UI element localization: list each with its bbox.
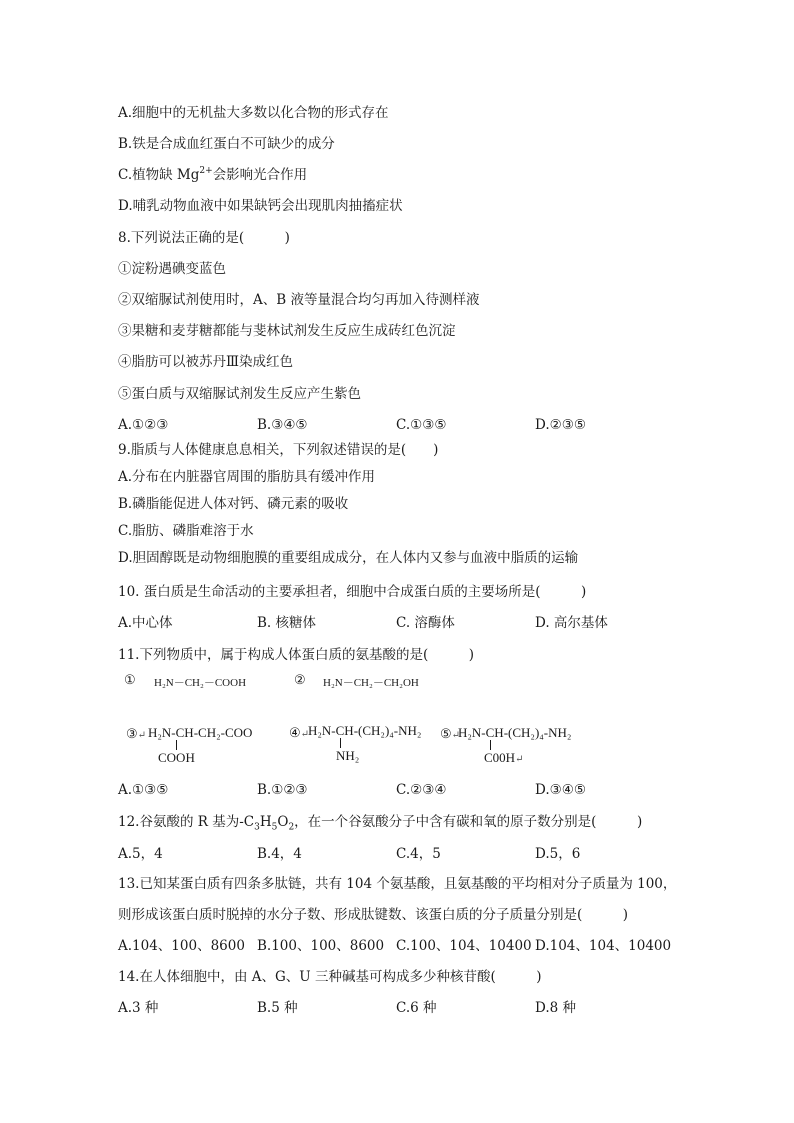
q11-formula-3-number [126, 726, 146, 742]
q13-stem-line-1: 13.已知某蛋白质有四条多肽链，共有 104 个氨基酸，且氨基酸的平均相对分子质量为 100， [118, 876, 677, 892]
q11-option-b: B.①②③ [257, 782, 308, 798]
q8-item-4: ④脂肪可以被苏丹Ⅲ染成红色 [118, 354, 294, 370]
q12-stem-text: 12.谷氨酸的 R 基为-C [118, 814, 255, 830]
q11-formula-3-mark: ↵ [137, 730, 147, 741]
q7-option-d: D.哺乳动物血液中如果缺钙会出现肌肉抽搐症状 [118, 198, 403, 214]
q14-stem: 14.在人体细胞中，由 A、G、U 三种碱基可构成多少种核苷酸( ) [118, 969, 542, 985]
q11-formula-5-number-text: ⑤ [440, 726, 452, 741]
q12-stem [118, 813, 642, 831]
q8-option-b: B.③④⑤ [257, 417, 308, 433]
q11-formula-4-bond [340, 738, 341, 748]
q11-formula-1: H₂N－CH₂－COOH [154, 677, 247, 689]
q7-option-c [118, 166, 307, 184]
q8-item-5: ⑤蛋白质与双缩脲试剂发生反应产生紫色 [118, 386, 361, 402]
q10-stem: 10. 蛋白质是生命活动的主要承担者，细胞中合成蛋白质的主要场所是( ) [118, 584, 587, 600]
q9-stem: 9.脂质与人体健康息息相关，下列叙述错误的是( ) [118, 442, 439, 458]
q12-subscript-3: 2 [288, 822, 295, 833]
q14-option-d: D.8 种 [535, 1000, 577, 1016]
q10-option-d: D. 高尔基体 [535, 615, 608, 631]
q11-formula-1-number: ① [124, 672, 136, 687]
q11-formula-4-main-chain: H₂N-CH-(CH₂)₄-NH₂ [308, 723, 422, 738]
q11-stem: 11.下列物质中，属于构成人体蛋白质的氨基酸的是( ) [118, 647, 475, 663]
q12-stem-o: O [277, 814, 289, 830]
q11-formula-3-bond [176, 740, 177, 750]
q11-option-a: A.①③⑤ [118, 782, 169, 798]
q12-stem-h: H [259, 814, 272, 830]
q13-option-d: D.104、104、10400 [535, 938, 672, 954]
q13-option-c: C.100、104、10400 [396, 938, 532, 954]
q11-formula-5-side-group [484, 750, 523, 766]
q7-option-b: B.铁是合成血红蛋白不可缺少的成分 [118, 136, 335, 152]
q8-option-d: D.②③⑤ [535, 417, 586, 433]
q9-option-b: B.磷脂能促进人体对钙、磷元素的吸收 [118, 496, 349, 512]
q11-formula-5-main-chain: H₂N-CH-(CH₂)₄-NH₂ [458, 725, 572, 740]
q14-option-a: A.3 种 [118, 1000, 159, 1016]
q8-option-c: C.①③⑤ [396, 417, 447, 433]
q12-option-b: B.4，4 [257, 846, 302, 862]
q11-formula-4-mark: ↵ [300, 729, 310, 740]
q12-option-d: D.5，6 [535, 846, 581, 862]
q8-item-2: ②双缩脲试剂使用时，A、B 液等量混合均匀再加入待测样液 [118, 292, 480, 308]
q7-option-c-text-end: 会影响光合作用 [212, 167, 308, 183]
q13-option-b: B.100、100、8600 [257, 938, 385, 954]
q12-option-c: C.4，5 [396, 846, 441, 862]
q10-option-b: B. 核糖体 [257, 615, 317, 631]
q14-option-c: C.6 种 [396, 1000, 437, 1016]
q11-formula-5-side-group-text: C00H [484, 750, 516, 765]
q7-option-c-text: C.植物缺 Mg [118, 167, 200, 183]
q12-option-a: A.5，4 [118, 846, 163, 862]
q11-formula-5-side-mark: ↵ [515, 754, 524, 765]
q11-formula-3-number-text: ③ [126, 726, 138, 741]
q11-option-c: C.②③④ [396, 782, 447, 798]
q11-formula-4-number [289, 725, 309, 741]
q7-option-a: A.细胞中的无机盐大多数以化合物的形式存在 [118, 105, 389, 121]
q11-formula-5-bond [490, 740, 491, 750]
q8-item-1: ①淀粉遇碘变蓝色 [118, 261, 226, 277]
q11-formula-3-side-group: COOH [158, 750, 195, 765]
q11-formula-2: H₂N－CH₂－CH₂OH [323, 677, 419, 689]
q11-formula-3-main-chain: H₂N-CH-CH₂-COO [148, 725, 253, 740]
q12-subscript-1: 3 [254, 822, 260, 833]
q7-option-c-superscript: 2+ [199, 165, 213, 176]
q13-stem-line-2: 则形成该蛋白质时脱掉的水分子数、形成肽键数、该蛋白质的分子质量分别是( ) [118, 907, 629, 923]
q11-formula-4-number-text: ④ [289, 725, 301, 740]
q9-option-d: D.胆固醇既是动物细胞膜的重要组成成分，在人体内又参与血液中脂质的运输 [118, 550, 579, 566]
q11-formula-5-mark: ↵ [451, 730, 461, 741]
q10-option-a: A.中心体 [118, 615, 173, 631]
q12-subscript-2: 5 [271, 822, 278, 833]
q8-item-3: ③果糖和麦芽糖都能与斐林试剂发生反应生成砖红色沉淀 [118, 323, 456, 339]
q14-option-b: B.5 种 [257, 1000, 298, 1016]
q8-option-a: A.①②③ [118, 417, 169, 433]
q11-formula-2-number: ② [294, 672, 306, 687]
q11-option-d: D.③④⑤ [535, 782, 586, 798]
q9-option-c: C.脂肪、磷脂难溶于水 [118, 523, 254, 539]
q8-stem: 8.下列说法正确的是( ) [118, 230, 290, 246]
q10-option-c: C. 溶酶体 [396, 615, 455, 631]
q13-option-a: A.104、100、8600 [118, 938, 245, 954]
q12-stem-text-end: ，在一个谷氨酸分子中含有碳和氧的原子数分别是( ) [294, 814, 643, 830]
q11-formula-4-side-group: NH₂ [336, 748, 360, 763]
q9-option-a: A.分布在内脏器官周围的脂肪具有缓冲作用 [118, 469, 376, 485]
